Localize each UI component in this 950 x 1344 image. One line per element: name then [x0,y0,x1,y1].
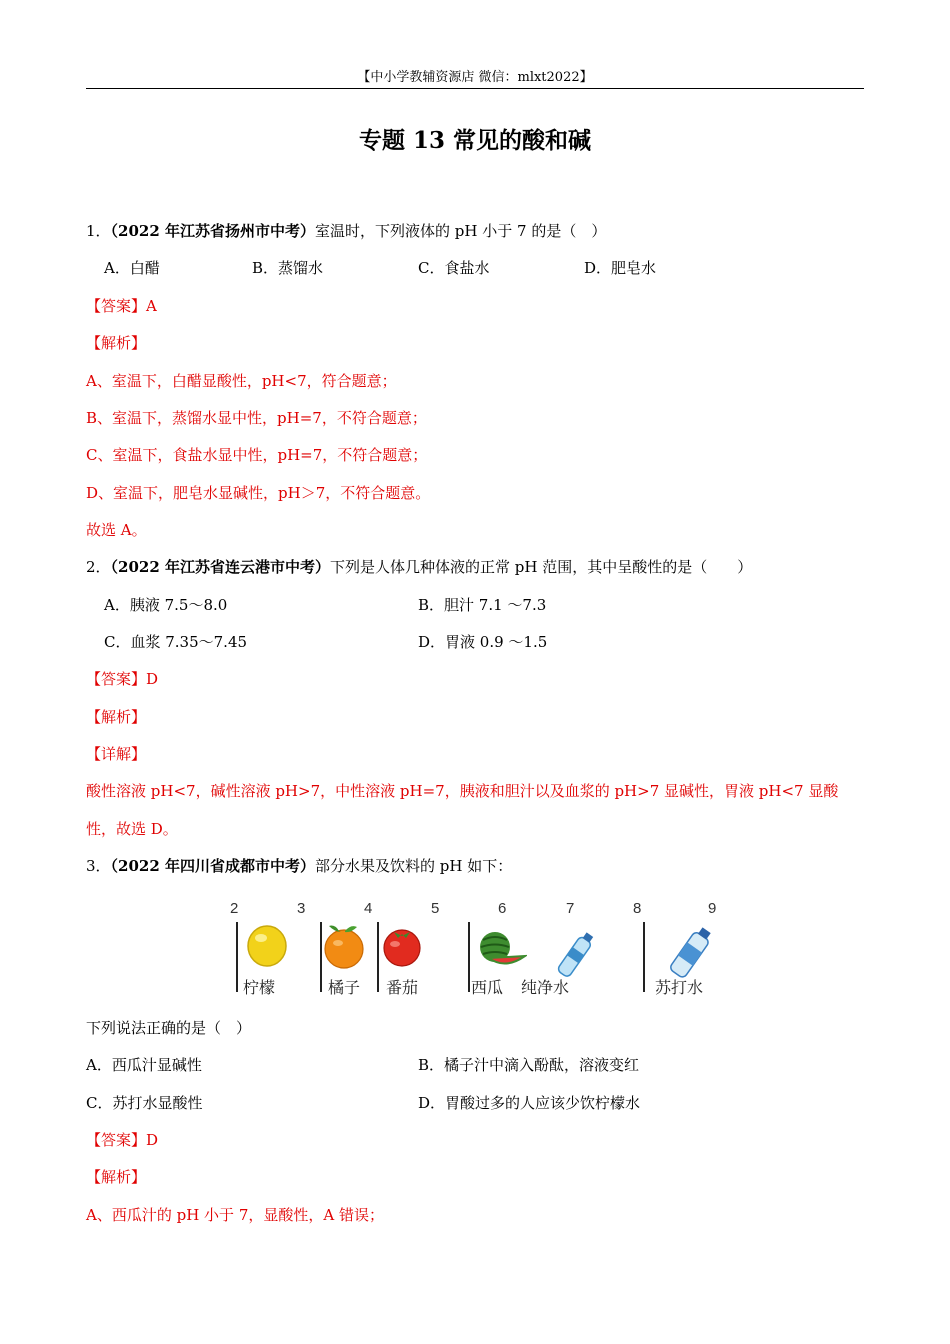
q3-answer: 【答案】D [86,1131,159,1149]
drink-label-soda-water: 苏打水 [655,980,704,997]
ph-tick-6: 6 [498,900,507,917]
fruit-label-lemon: 柠檬 [243,980,276,997]
fruit-label-watermelon: 西瓜 [471,980,504,997]
q1-option-c: C．食盐水 [418,259,490,277]
ph-figure [225,900,725,1000]
q1-conclusion: 故选 A。 [86,521,147,539]
question-2-stem [86,557,752,577]
ph-tick-7: 7 [566,900,575,917]
q1-explain-b: B、室温下，蒸馏水显中性，pH=7，不符合题意； [86,409,427,427]
question-1-stem [86,221,606,241]
q3-analysis-label: 【解析】 [86,1168,147,1186]
q2-detail-label: 【详解】 [86,745,147,763]
question-source: （2022 年四川省成都市中考） [110,857,316,875]
orange-image [321,922,367,970]
question-number: 3． [86,857,111,875]
q2-detail-line-1: 酸性溶液 pH<7，碱性溶液 pH>7，中性溶液 pH=7，胰液和胆汁以及血浆的 pH>7 显碱性，胃液 pH<7 显酸 [86,782,839,800]
q3-option-c: C．苏打水显酸性 [86,1094,203,1112]
ph-marker-soda-water [643,922,645,992]
q3-option-a: A．西瓜汁显碱性 [86,1056,202,1074]
ph-tick-9: 9 [708,900,717,917]
lemon-image [245,922,289,968]
fruit-label-tomato: 番茄 [386,980,419,997]
question-text: 部分水果及饮料的 pH 如下： [315,857,513,875]
q2-analysis-label: 【解析】 [86,708,147,726]
q1-explain-c: C、室温下，食盐水显中性，pH=7，不符合题意； [86,446,428,464]
question-number: 1． [86,222,111,240]
ph-tick-5: 5 [431,900,440,917]
q1-explain-d: D、室温下，肥皂水显碱性，pH＞7，不符合题意。 [86,484,431,502]
q2-option-a: A．胰液 7.5～8.0 [104,596,228,614]
q3-option-d: D．胃酸过多的人应该少饮柠檬水 [418,1094,641,1112]
q2-option-d: D．胃液 0.9 ～1.5 [418,633,548,651]
ph-tick-3: 3 [297,900,306,917]
ph-tick-2: 2 [230,900,239,917]
ph-tick-8: 8 [633,900,642,917]
question-number: 2． [86,558,111,576]
q2-answer: 【答案】D [86,670,159,688]
ph-marker-lemon [236,922,238,992]
q1-option-a: A．白醋 [104,259,160,277]
question-source: （2022 年江苏省扬州市中考） [110,222,316,240]
q1-analysis-label: 【解析】 [86,334,147,352]
page-title: 专题 13 常见的酸和碱 [358,127,592,154]
q3-prompt: 下列说法正确的是（ ） [86,1019,252,1037]
q3-option-b: B．橘子汁中滴入酚酞，溶液变红 [418,1056,640,1074]
ph-marker-watermelon [468,922,470,992]
q1-answer: 【答案】A [86,297,157,315]
drink-label-pure-water: 纯净水 [521,980,570,997]
ph-marker-tomato [377,922,379,992]
q3-explain-a: A、西瓜汁的 pH 小于 7，显酸性，A 错误； [86,1206,384,1224]
tomato-image [380,924,424,968]
header-rule [86,88,864,89]
q1-option-d: D．肥皂水 [584,259,657,277]
page-header: 【中小学教辅资源店 微信：mlxt2022】 [357,70,593,85]
fruit-label-orange: 橘子 [328,980,361,997]
q1-option-b: B．蒸馏水 [252,259,324,277]
q2-detail-line-2: 性，故选 D。 [86,820,178,838]
question-source: （2022 年江苏省连云港市中考） [110,558,331,576]
question-text: 下列是人体几种体液的正常 pH 范围，其中呈酸性的是（ ） [330,558,753,576]
question-text: 室温时，下列液体的 pH 小于 7 的是（ ） [315,222,607,240]
watermelon-image [475,930,527,970]
ph-tick-4: 4 [364,900,373,917]
q2-option-b: B．胆汁 7.1 ～7.3 [418,596,547,614]
q2-option-c: C．血浆 7.35～7.45 [104,633,248,651]
question-3-stem [86,856,512,876]
q1-explain-a: A、室温下，白醋显酸性，pH<7，符合题意； [86,372,397,390]
